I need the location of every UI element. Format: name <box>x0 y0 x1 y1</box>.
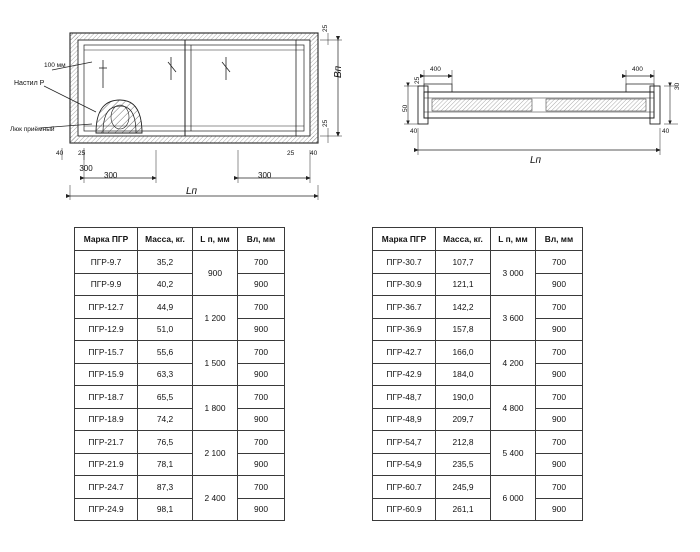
table-row <box>373 431 583 454</box>
specification-table-right <box>372 227 583 521</box>
cell-mark: ПГР-42.7 <box>373 341 436 364</box>
cell-mark: ПГР-18.9 <box>75 408 138 431</box>
cell-mass: 74,2 <box>138 408 193 431</box>
dim-plan-25-right: 25 <box>287 150 295 157</box>
cell-ln: 1 200 <box>193 296 238 341</box>
cell-vl: 700 <box>536 386 583 409</box>
cell-mark: ПГР-54,7 <box>373 431 436 454</box>
cell-mass: 235,5 <box>436 453 491 476</box>
cell-mass: 35,2 <box>138 251 193 274</box>
cell-vl: 700 <box>238 476 285 499</box>
th-mark: Марка ПГР <box>373 228 436 251</box>
table-row <box>373 273 583 296</box>
dim-section-right-400: 400 <box>632 66 643 73</box>
cell-ln: 3 600 <box>491 296 536 341</box>
cell-ln: 900 <box>193 251 238 296</box>
cell-ln: 4 200 <box>491 341 536 386</box>
dim-section-50: 50 <box>402 104 409 112</box>
table-row <box>75 273 285 296</box>
cell-mass: 107,7 <box>436 251 491 274</box>
table-row <box>75 498 285 521</box>
dim-plan-right-300: 300 <box>258 171 272 180</box>
cell-mark: ПГР-21.9 <box>75 453 138 476</box>
cell-mass: 142,2 <box>436 296 491 319</box>
table-row <box>75 476 285 499</box>
cell-vl: 700 <box>238 251 285 274</box>
dim-section-40-left: 40 <box>410 128 418 135</box>
table-row <box>75 431 285 454</box>
cell-mass: 51,0 <box>138 318 193 341</box>
cell-mass: 63,3 <box>138 363 193 386</box>
table-row <box>75 318 285 341</box>
cell-mark: ПГР-9.7 <box>75 251 138 274</box>
cell-ln: 4 800 <box>491 386 536 431</box>
cell-mark: ПГР-60.7 <box>373 476 436 499</box>
cell-mass: 40,2 <box>138 273 193 296</box>
cell-mass: 190,0 <box>436 386 491 409</box>
table-row <box>373 386 583 409</box>
cell-mass: 98,1 <box>138 498 193 521</box>
dim-section-25: 25 <box>414 76 421 84</box>
th-ln: L п, мм <box>193 228 238 251</box>
cell-vl: 900 <box>238 498 285 521</box>
cell-ln: 1 500 <box>193 341 238 386</box>
dim-plan-overall-ln: Lп <box>186 186 198 197</box>
table-row <box>373 363 583 386</box>
th-vl: Вл, мм <box>536 228 583 251</box>
table-row <box>373 251 583 274</box>
th-mass: Масса, кг. <box>138 228 193 251</box>
cell-vl: 900 <box>536 273 583 296</box>
cell-mark: ПГР-24.9 <box>75 498 138 521</box>
note-pipe: Люк приёмный <box>10 126 55 133</box>
cell-mark: ПГР-42.9 <box>373 363 436 386</box>
dim-section-ln: Lп <box>530 155 542 166</box>
cell-ln: 6 000 <box>491 476 536 521</box>
table-row <box>373 296 583 319</box>
table-row <box>75 453 285 476</box>
table-row <box>75 363 285 386</box>
table-row <box>75 296 285 319</box>
cell-mass: 209,7 <box>436 408 491 431</box>
table-row <box>373 453 583 476</box>
dim-plan-40-left: 40 <box>56 150 64 157</box>
cell-mass: 245,9 <box>436 476 491 499</box>
cell-mass: 55,6 <box>138 341 193 364</box>
dim-plan-25-left: 25 <box>78 150 86 157</box>
table-row <box>373 318 583 341</box>
cell-mark: ПГР-12.7 <box>75 296 138 319</box>
dim-plan-left-300: 300 <box>104 171 118 180</box>
cell-vl: 900 <box>536 408 583 431</box>
table-row <box>75 251 285 274</box>
cell-vl: 700 <box>536 476 583 499</box>
cell-vl: 700 <box>536 296 583 319</box>
cell-mark: ПГР-36.7 <box>373 296 436 319</box>
cell-mark: ПГР-21.7 <box>75 431 138 454</box>
cell-mass: 157,8 <box>436 318 491 341</box>
table-row <box>75 408 285 431</box>
cell-mark: ПГР-30.7 <box>373 251 436 274</box>
cell-mark: ПГР-24.7 <box>75 476 138 499</box>
cell-vl: 900 <box>536 453 583 476</box>
cell-vl: 900 <box>238 408 285 431</box>
cell-mass: 78,1 <box>138 453 193 476</box>
cell-vl: 900 <box>238 363 285 386</box>
cell-ln: 5 400 <box>491 431 536 476</box>
table-right-body <box>373 251 583 521</box>
cell-ln: 1 800 <box>193 386 238 431</box>
table-header-row <box>75 228 285 251</box>
cell-vl: 700 <box>238 296 285 319</box>
cell-mass: 65,5 <box>138 386 193 409</box>
table-row <box>373 341 583 364</box>
cell-ln: 3 000 <box>491 251 536 296</box>
cell-mass: 121,1 <box>436 273 491 296</box>
cell-vl: 900 <box>536 498 583 521</box>
cell-vl: 900 <box>238 318 285 341</box>
dim-section-left-400: 400 <box>430 66 441 73</box>
table-header-row <box>373 228 583 251</box>
dim-left-300: 300 <box>79 164 93 173</box>
cell-mark: ПГР-48,7 <box>373 386 436 409</box>
cell-vl: 700 <box>536 431 583 454</box>
dim-section-40-right: 40 <box>662 128 670 135</box>
th-vl: Вл, мм <box>238 228 285 251</box>
cell-mark: ПГР-54,9 <box>373 453 436 476</box>
cell-vl: 700 <box>238 431 285 454</box>
dim-plan-bp: Bп <box>333 65 344 78</box>
dim-section-30: 30 <box>674 82 681 90</box>
table-row <box>373 476 583 499</box>
cell-mass: 76,5 <box>138 431 193 454</box>
dim-plan-25-bottom: 25 <box>322 119 329 127</box>
cell-mass: 44,9 <box>138 296 193 319</box>
table-left-body <box>75 251 285 521</box>
cell-ln: 2 100 <box>193 431 238 476</box>
cell-mark: ПГР-36.9 <box>373 318 436 341</box>
cell-vl: 700 <box>536 341 583 364</box>
cell-mass: 261,1 <box>436 498 491 521</box>
cell-vl: 700 <box>536 251 583 274</box>
cell-mass: 184,0 <box>436 363 491 386</box>
th-mark: Марка ПГР <box>75 228 138 251</box>
note-hatch: Настил Р <box>14 80 45 87</box>
th-mass: Масса, кг. <box>436 228 491 251</box>
cell-mark: ПГР-30.9 <box>373 273 436 296</box>
table-row <box>75 386 285 409</box>
table-row <box>75 341 285 364</box>
cell-mass: 166,0 <box>436 341 491 364</box>
dim-plan-40-right: 40 <box>310 150 318 157</box>
cell-mark: ПГР-18.7 <box>75 386 138 409</box>
cell-mark: ПГР-48,9 <box>373 408 436 431</box>
th-ln: L п, мм <box>491 228 536 251</box>
cell-ln: 2 400 <box>193 476 238 521</box>
cell-mark: ПГР-15.7 <box>75 341 138 364</box>
dim-plan-25-top: 25 <box>322 24 329 32</box>
cell-vl: 700 <box>238 341 285 364</box>
cell-mark: ПГР-60.9 <box>373 498 436 521</box>
specification-table-left <box>74 227 285 521</box>
cell-mass: 87,3 <box>138 476 193 499</box>
table-row <box>373 498 583 521</box>
cell-mark: ПГР-15.9 <box>75 363 138 386</box>
cell-vl: 900 <box>536 363 583 386</box>
note-top: 100 мм <box>44 62 66 69</box>
cell-mark: ПГР-9.9 <box>75 273 138 296</box>
cell-vl: 900 <box>238 453 285 476</box>
cell-mass: 212,8 <box>436 431 491 454</box>
cell-mark: ПГР-12.9 <box>75 318 138 341</box>
cell-vl: 900 <box>238 273 285 296</box>
cell-vl: 900 <box>536 318 583 341</box>
cell-vl: 700 <box>238 386 285 409</box>
table-row <box>373 408 583 431</box>
